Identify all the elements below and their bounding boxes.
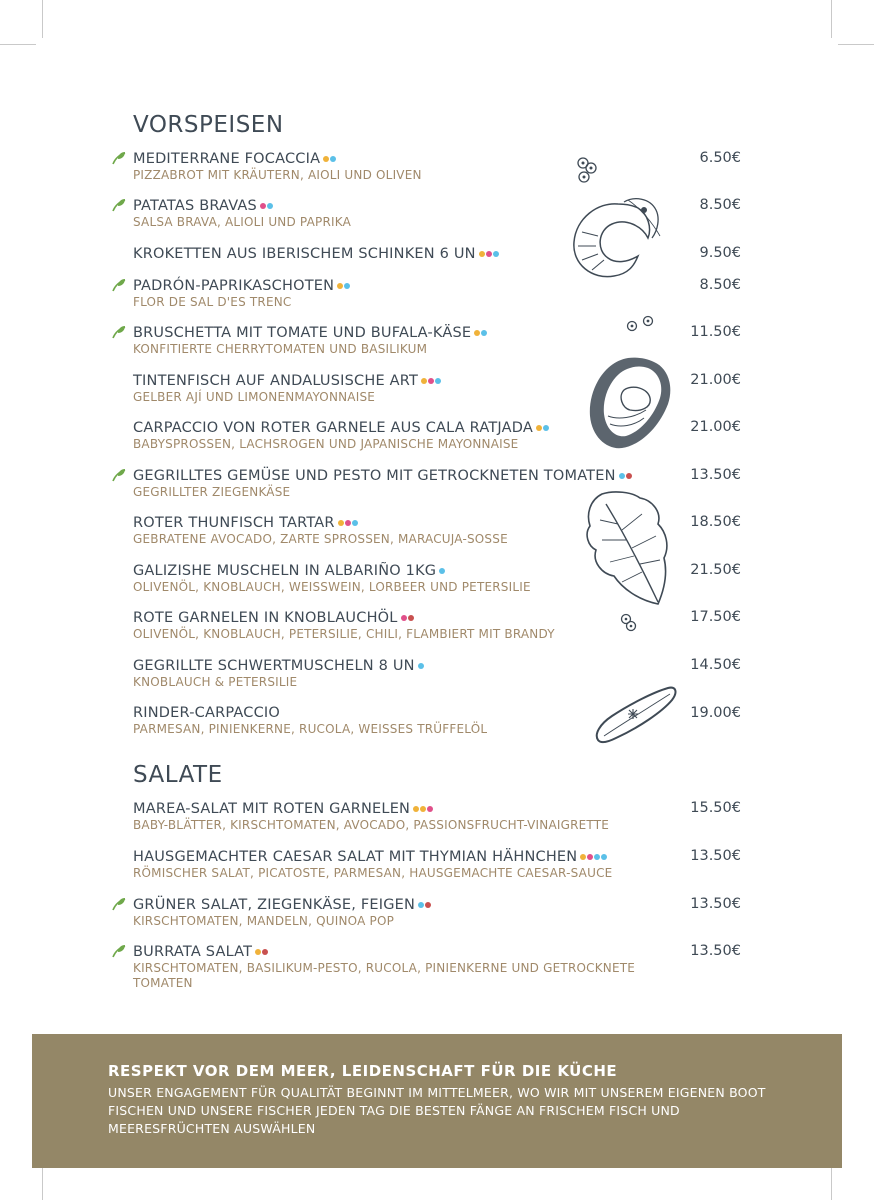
menu-item <box>133 943 741 991</box>
item-name: RINDER-CARPACCIO <box>133 705 280 721</box>
allergen-dots <box>418 657 425 674</box>
item-name: CARPACCIO VON ROTER GARNELE AUS CALA RATJADA <box>133 420 533 436</box>
item-name: KROKETTEN AUS IBERISCHEM SCHINKEN 6 UN <box>133 246 476 262</box>
shrimp-icon <box>568 196 666 286</box>
mussel-icon <box>584 354 674 452</box>
item-price: 21.50€ <box>690 562 741 578</box>
allergen-dot-icon <box>418 902 424 908</box>
allergen-dot-icon <box>352 520 358 526</box>
item-description: GEBRATENE AVOCADO, ZARTE SPROSSEN, MARACUJA-SOSSE <box>133 532 508 546</box>
allergen-dot-icon <box>413 806 419 812</box>
item-price: 18.50€ <box>690 514 741 530</box>
item-price: 11.50€ <box>690 324 741 340</box>
allergen-dots <box>418 896 432 913</box>
vegetarian-leaf-icon <box>111 198 127 212</box>
menu-item <box>133 150 741 183</box>
menu-item <box>133 896 741 929</box>
allergen-dot-icon <box>427 806 433 812</box>
allergen-dots <box>619 467 633 484</box>
allergen-dot-icon <box>255 949 261 955</box>
allergen-dots <box>421 372 442 389</box>
item-name: MEDITERRANE FOCACCIA <box>133 151 321 167</box>
item-description: RÖMISCHER SALAT, PICATOSTE, PARMESAN, HAUSGEMACHTE CAESAR-SAUCE <box>133 866 613 880</box>
allergen-dots <box>536 419 550 436</box>
menu-item <box>133 609 741 642</box>
razor-clam-icon <box>592 684 678 746</box>
item-price: 14.50€ <box>690 657 741 673</box>
item-price: 21.00€ <box>690 419 741 435</box>
allergen-dot-icon <box>425 902 431 908</box>
item-price: 13.50€ <box>690 896 741 912</box>
allergen-dots <box>413 800 434 817</box>
allergen-dot-icon <box>344 283 350 289</box>
item-description: PIZZABROT MIT KRÄUTERN, AIOLI UND OLIVEN <box>133 168 422 182</box>
footer-banner <box>32 1034 842 1168</box>
allergen-dots <box>338 514 359 531</box>
allergen-dots <box>323 150 337 167</box>
item-name: GEGRILLTES GEMÜSE UND PESTO MIT GETROCKNETEN TOMATEN <box>133 468 616 484</box>
crop-mark <box>831 1166 832 1200</box>
item-name-row <box>133 800 693 818</box>
item-name: BRUSCHETTA MIT TOMATE UND BUFALA-KÄSE <box>133 325 472 341</box>
allergen-dot-icon <box>330 156 336 162</box>
allergen-dots <box>260 197 274 214</box>
vegetarian-leaf-icon <box>111 897 127 911</box>
item-description: KIRSCHTOMATEN, BASILIKUM-PESTO, RUCOLA, PINIENKERNE UND GETROCKNETE TOMATEN <box>133 961 636 990</box>
allergen-dot-icon <box>428 378 434 384</box>
allergen-dot-icon <box>601 854 607 860</box>
vegetarian-leaf-icon <box>111 325 127 339</box>
peppercorns-icon <box>624 314 658 334</box>
allergen-dot-icon <box>345 520 351 526</box>
item-name-row <box>133 467 693 485</box>
allergen-dot-icon <box>401 615 407 621</box>
item-description: OLIVENÖL, KNOBLAUCH, WEISSWEIN, LORBEER UND PETERSILIE <box>133 580 531 594</box>
allergen-dot-icon <box>474 330 480 336</box>
allergen-dot-icon <box>587 854 593 860</box>
item-name: PADRÓN-PAPRIKASCHOTEN <box>133 278 335 294</box>
item-price: 6.50€ <box>699 150 741 166</box>
vegetarian-leaf-icon <box>111 278 127 292</box>
item-name: PATATAS BRAVAS <box>133 198 257 214</box>
allergen-dots <box>580 848 608 865</box>
item-name-row <box>133 848 693 866</box>
item-price: 13.50€ <box>690 943 741 959</box>
allergen-dot-icon <box>543 425 549 431</box>
item-name: GALIZISHE MUSCHELN IN ALBARIÑO 1KG <box>133 563 437 579</box>
allergen-dot-icon <box>493 251 499 257</box>
item-description: GEGRILLTER ZIEGENKÄSE <box>133 485 291 499</box>
allergen-dots <box>479 245 500 262</box>
item-description: GELBER AJÍ UND LIMONENMAYONNAISE <box>133 390 376 404</box>
item-description: PARMESAN, PINIENKERNE, RUCOLA, WEISSES TRÜFFELÖL <box>133 722 488 736</box>
allergen-dot-icon <box>408 615 414 621</box>
allergen-dot-icon <box>536 425 542 431</box>
allergen-dots <box>439 562 446 579</box>
allergen-dots <box>255 943 269 960</box>
item-description: SALSA BRAVA, ALIOLI UND PAPRIKA <box>133 215 351 229</box>
allergen-dot-icon <box>420 806 426 812</box>
allergen-dot-icon <box>626 473 632 479</box>
peppercorns-icon <box>574 154 600 186</box>
allergen-dot-icon <box>267 203 273 209</box>
item-name: MAREA-SALAT MIT ROTEN GARNELEN <box>133 801 411 817</box>
item-name: GEGRILLTE SCHWERTMUSCHELN 8 UN <box>133 658 415 674</box>
menu-item <box>133 848 741 881</box>
allergen-dot-icon <box>481 330 487 336</box>
section-title: SALATE <box>133 762 223 788</box>
item-name-row <box>133 324 693 342</box>
allergen-dots <box>337 277 351 294</box>
allergen-dot-icon <box>439 568 445 574</box>
item-description: KNOBLAUCH & PETERSILIE <box>133 675 298 689</box>
item-price: 17.50€ <box>690 609 741 625</box>
allergen-dot-icon <box>262 949 268 955</box>
item-price: 13.50€ <box>690 848 741 864</box>
allergen-dot-icon <box>435 378 441 384</box>
footer-text: UNSER ENGAGEMENT FÜR QUALITÄT BEGINNT IM MITTELMEER, WO WIR MIT UNSEREM EIGENEN BOOT FISCHEN UND UNSERE FISCHER JEDEN TAG DIE BESTEN FÄNGE AN FRISCHEM FISCH UND MEERESFRÜCHTEN AUSWÄHLEN <box>108 1085 766 1136</box>
item-name-row <box>133 943 693 961</box>
allergen-dots <box>474 324 488 341</box>
peppercorns-icon <box>618 611 640 633</box>
crop-mark <box>0 44 36 45</box>
item-name: TINTENFISCH AUF ANDALUSISCHE ART <box>133 373 419 389</box>
crop-mark <box>42 0 43 38</box>
allergen-dot-icon <box>580 854 586 860</box>
item-name-row <box>133 609 693 627</box>
crop-mark <box>838 44 874 45</box>
item-price: 21.00€ <box>690 372 741 388</box>
menu-item <box>133 324 741 357</box>
allergen-dot-icon <box>486 251 492 257</box>
item-description: OLIVENÖL, KNOBLAUCH, PETERSILIE, CHILI, FLAMBIERT MIT BRANDY <box>133 627 555 641</box>
item-price: 9.50€ <box>699 245 741 261</box>
allergen-dot-icon <box>619 473 625 479</box>
footer-title: RESPEKT VOR DEM MEER, LEIDENSCHAFT FÜR DIE KÜCHE <box>108 1062 618 1080</box>
item-price: 8.50€ <box>699 197 741 213</box>
item-name: ROTE GARNELEN IN KNOBLAUCHÖL <box>133 610 398 626</box>
allergen-dot-icon <box>338 520 344 526</box>
item-description: FLOR DE SAL D'ES TRENC <box>133 295 292 309</box>
allergen-dot-icon <box>479 251 485 257</box>
section-title: VORSPEISEN <box>133 112 284 138</box>
allergen-dot-icon <box>337 283 343 289</box>
lettuce-icon <box>582 490 672 610</box>
item-name: ROTER THUNFISCH TARTAR <box>133 515 335 531</box>
crop-mark <box>831 0 832 38</box>
allergen-dot-icon <box>323 156 329 162</box>
item-description: KONFITIERTE CHERRYTOMATEN UND BASILIKUM <box>133 342 428 356</box>
item-name-row <box>133 150 693 168</box>
item-price: 13.50€ <box>690 467 741 483</box>
allergen-dot-icon <box>594 854 600 860</box>
item-name-row <box>133 896 693 914</box>
item-price: 8.50€ <box>699 277 741 293</box>
vegetarian-leaf-icon <box>111 944 127 958</box>
item-price: 15.50€ <box>690 800 741 816</box>
item-name: BURRATA SALAT <box>133 944 253 960</box>
item-description: BABYSPROSSEN, LACHSROGEN UND JAPANISCHE MAYONNAISE <box>133 437 519 451</box>
vegetarian-leaf-icon <box>111 151 127 165</box>
allergen-dot-icon <box>421 378 427 384</box>
crop-mark <box>42 1166 43 1200</box>
allergen-dot-icon <box>260 203 266 209</box>
item-description: KIRSCHTOMATEN, MANDELN, QUINOA POP <box>133 914 395 928</box>
item-description: BABY-BLÄTTER, KIRSCHTOMATEN, AVOCADO, PASSIONSFRUCHT-VINAIGRETTE <box>133 818 610 832</box>
allergen-dot-icon <box>418 663 424 669</box>
item-name-row <box>133 657 693 675</box>
vegetarian-leaf-icon <box>111 468 127 482</box>
item-name: GRÜNER SALAT, ZIEGENKÄSE, FEIGEN <box>133 897 416 913</box>
menu-item <box>133 800 741 833</box>
item-name: HAUSGEMACHTER CAESAR SALAT MIT THYMIAN HÄHNCHEN <box>133 849 578 865</box>
allergen-dots <box>401 609 415 626</box>
item-price: 19.00€ <box>690 705 741 721</box>
